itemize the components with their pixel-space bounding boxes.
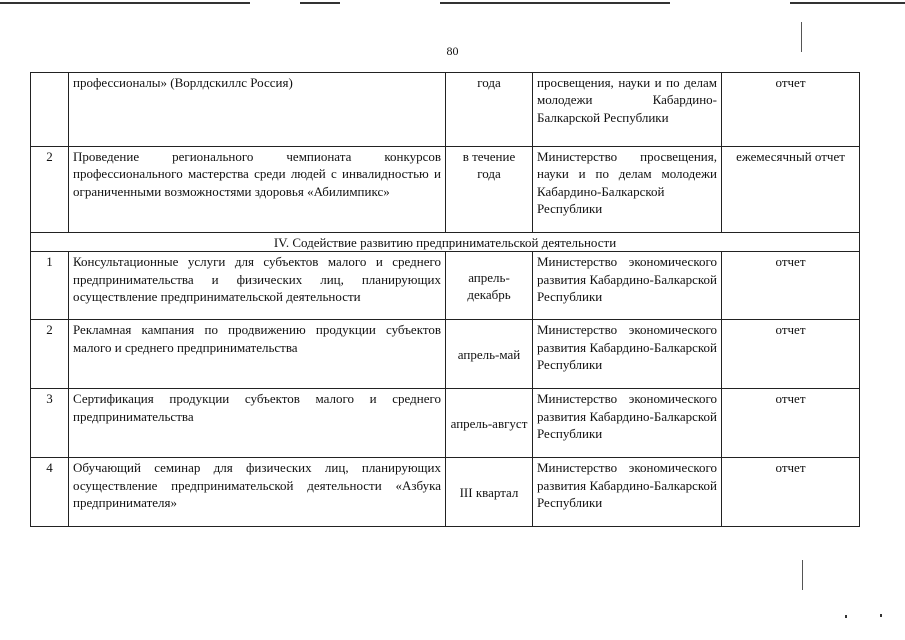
scan-artifact-dot: [880, 614, 882, 617]
row-number: 1: [31, 252, 69, 320]
row-report: отчет: [722, 73, 860, 147]
plan-table: [30, 72, 860, 527]
table-row: [31, 252, 860, 320]
row-description: профессионалы» (Ворлдскиллс Россия): [69, 73, 446, 147]
scan-artifact-line: [0, 2, 250, 4]
scan-artifact-dot: [845, 615, 847, 618]
table-row: [31, 389, 860, 458]
row-number: [31, 73, 69, 147]
row-term: в течение года: [446, 147, 533, 233]
table-row: [31, 147, 860, 233]
row-term: апрель-май: [446, 320, 533, 389]
row-term: апрель-август: [446, 389, 533, 458]
row-executor: просвещения, науки и по делам молодежи Кабардино-Балкарской Республики: [533, 73, 722, 147]
row-number: 3: [31, 389, 69, 458]
row-report: ежемесячный отчет: [722, 147, 860, 233]
row-report: отчет: [722, 252, 860, 320]
row-executor: Министерство экономического развития Кабардино-Балкарской Республики: [533, 458, 722, 527]
scan-artifact-mark: [802, 560, 803, 590]
table-row: [31, 73, 860, 147]
row-description: Консультационные услуги для субъектов малого и среднего предпринимательства и физических лиц, планирующих осуществление предпринимательской деятельности: [69, 252, 446, 320]
table-row: [31, 458, 860, 527]
row-term: года: [446, 73, 533, 147]
row-executor: Министерство экономического развития Кабардино-Балкарской Республики: [533, 320, 722, 389]
row-description: Проведение регионального чемпионата конкурсов профессионального мастерства среди людей с инвалидностью и ограниченными возможностями здоровья «Абилимпикс»: [69, 147, 446, 233]
row-term: апрель-декабрь: [446, 252, 533, 320]
scan-artifact-line: [790, 2, 905, 4]
row-report: отчет: [722, 320, 860, 389]
row-number: 2: [31, 147, 69, 233]
section-title: IV. Содействие развитию предпринимательской деятельности: [31, 233, 860, 252]
row-executor: Министерство экономического развития Кабардино-Балкарской Республики: [533, 389, 722, 458]
table-row: [31, 320, 860, 389]
row-number: 2: [31, 320, 69, 389]
scan-artifact-line: [440, 2, 670, 4]
row-report: отчет: [722, 389, 860, 458]
page-number: 80: [446, 44, 459, 58]
row-executor: Министерство просвещения, науки и по делам молодежи Кабардино-Балкарской Республики: [533, 147, 722, 233]
section-header-row: [31, 233, 860, 252]
row-description: Сертификация продукции субъектов малого и среднего предпринимательства: [69, 389, 446, 458]
scan-artifact-line: [300, 2, 340, 4]
row-number: 4: [31, 458, 69, 527]
row-term: III квартал: [446, 458, 533, 527]
row-description: Рекламная кампания по продвижению продукции субъектов малого и среднего предпринимательства: [69, 320, 446, 389]
row-description: Обучающий семинар для физических лиц, планирующих осуществление предпринимательской деятельности «Азбука предпринимателя»: [69, 458, 446, 527]
row-executor: Министерство экономического развития Кабардино-Балкарской Республики: [533, 252, 722, 320]
row-report: отчет: [722, 458, 860, 527]
